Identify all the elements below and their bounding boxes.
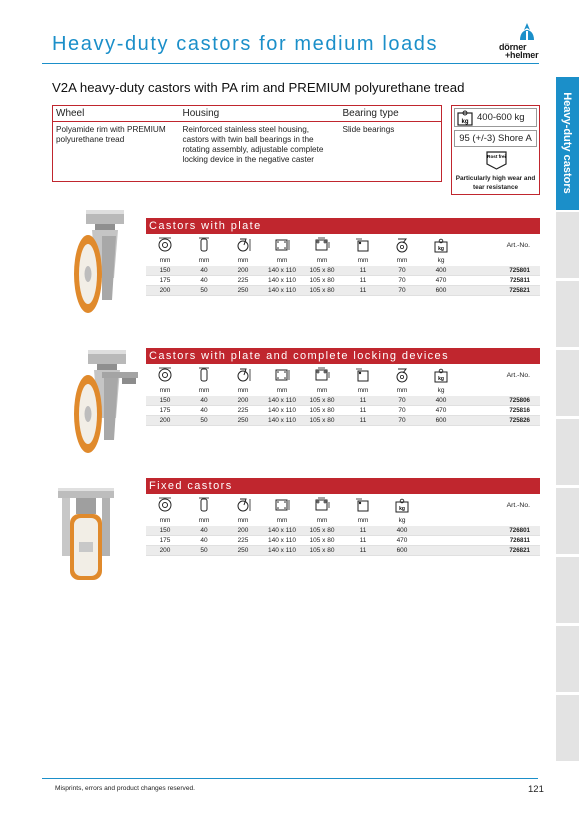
unit-label: mm	[357, 387, 369, 394]
unit-label: mm	[276, 257, 288, 264]
load-capacity-icon	[433, 367, 449, 388]
overall-height-icon	[235, 497, 251, 518]
load-capacity-icon	[433, 237, 449, 258]
unit-label: mm	[396, 257, 408, 264]
shore-hardness-badge: 95 (+/-3) Shore A	[454, 130, 537, 147]
table-cell: 50	[200, 547, 208, 554]
table-cell: 225	[237, 407, 249, 414]
side-tab[interactable]	[556, 419, 579, 485]
plate-size-icon	[274, 367, 290, 388]
table-row	[146, 276, 540, 286]
overall-height-icon	[235, 237, 251, 258]
wheel-width-icon	[196, 237, 212, 258]
table-cell: 11	[359, 407, 367, 414]
spec-table	[52, 105, 442, 182]
hole-spacing-icon	[314, 497, 330, 518]
table-row	[146, 266, 540, 276]
section-castors-with-plate	[146, 218, 540, 296]
weight-icon	[457, 110, 473, 126]
table-cell: 40	[200, 537, 208, 544]
locking-castor-photo	[62, 348, 142, 456]
unit-label: mm	[237, 257, 249, 264]
page-number: 121	[528, 784, 544, 795]
hole-spacing-icon	[314, 237, 330, 258]
table-row	[146, 406, 540, 416]
footer-note: Misprints, errors and product changes reserved.	[55, 785, 195, 792]
unit-label: mm	[237, 387, 249, 394]
side-tab[interactable]	[556, 212, 579, 278]
table-cell: 70	[398, 267, 406, 274]
logo-text: dörner	[499, 42, 527, 52]
unit-label: mm	[316, 387, 328, 394]
table-cell: 140 x 110	[267, 277, 297, 284]
offset-icon	[394, 237, 410, 258]
side-tab-label: Heavy-duty castors	[561, 92, 573, 194]
table-cell: 175	[159, 407, 171, 414]
table-cell: 200	[237, 527, 249, 534]
wheel-diameter-icon	[157, 497, 173, 518]
table-cell: 70	[398, 407, 406, 414]
unit-label: mm	[357, 517, 369, 524]
side-tab[interactable]	[556, 488, 579, 554]
footer-rule	[42, 778, 538, 779]
table-cell: 400	[435, 397, 447, 404]
column-icons	[146, 364, 540, 386]
table-cell: 140 x 110	[267, 547, 297, 554]
table-row	[146, 396, 540, 406]
table-cell: 11	[359, 267, 367, 274]
bolt-hole-icon	[355, 367, 371, 388]
product-subtitle: V2A heavy-duty castors with PA rim and PREMIUM polyurethane tread	[52, 80, 465, 95]
table-cell: 400	[435, 267, 447, 274]
table-cell: 50	[200, 417, 208, 424]
table-cell: 11	[359, 397, 367, 404]
article-number: 726811	[509, 537, 530, 544]
table-cell: 250	[237, 287, 249, 294]
logo-text: +helmer	[505, 50, 539, 60]
spec-bearing: Slide bearings	[342, 125, 395, 134]
table-cell: 400	[396, 527, 408, 534]
table-cell: 150	[159, 527, 171, 534]
company-logo	[496, 22, 554, 60]
bolt-hole-icon	[355, 237, 371, 258]
article-number: 726801	[509, 527, 530, 534]
table-cell: 200	[159, 287, 171, 294]
side-tab[interactable]	[556, 626, 579, 692]
unit-label: mm	[316, 517, 328, 524]
table-cell: 105 x 80	[309, 267, 335, 274]
article-number: 726821	[509, 547, 530, 554]
table-cell: 70	[398, 277, 406, 284]
section-title: Fixed castors	[146, 478, 540, 494]
logo-mark-icon	[517, 22, 537, 42]
spec-header-wheel: Wheel	[53, 106, 180, 122]
side-tab[interactable]	[556, 695, 579, 761]
table-cell: 600	[396, 547, 408, 554]
table-cell: 11	[359, 287, 367, 294]
unit-label: mm	[276, 517, 288, 524]
table-cell: 105 x 80	[309, 277, 335, 284]
spec-housing: Reinforced stainless steel housing, castors with twin ball bearings in the rotating assembly, adjustable complete locking device in the negative caster	[182, 125, 324, 164]
units-row	[146, 256, 540, 266]
table-cell: 70	[398, 397, 406, 404]
article-number: 725821	[509, 287, 530, 294]
table-cell: 175	[159, 277, 171, 284]
table-cell: 40	[200, 527, 208, 534]
load-capacity-icon	[394, 497, 410, 518]
table-cell: 140 x 110	[267, 397, 297, 404]
bolt-hole-icon	[355, 497, 371, 518]
table-cell: 140 x 110	[267, 527, 297, 534]
column-icons	[146, 234, 540, 256]
table-cell: 140 x 110	[267, 267, 297, 274]
table-cell: 150	[159, 267, 171, 274]
table-cell: 200	[237, 397, 249, 404]
table-cell: 225	[237, 277, 249, 284]
unit-label: mm	[198, 387, 210, 394]
wheel-diameter-icon	[157, 237, 173, 258]
unit-label: mm	[357, 257, 369, 264]
table-cell: 105 x 80	[309, 407, 335, 414]
table-row	[146, 546, 540, 556]
table-cell: 150	[159, 397, 171, 404]
table-cell: 40	[200, 397, 208, 404]
overall-height-icon	[235, 367, 251, 388]
page-title: Heavy-duty castors for medium loads	[52, 33, 439, 55]
section-castors-locking	[146, 348, 540, 426]
art-no-header: Art.-No.	[506, 372, 530, 379]
table-cell: 470	[435, 277, 447, 284]
svg-text:kg: kg	[399, 506, 405, 512]
spec-header-bearing: Bearing type	[340, 106, 442, 122]
units-row	[146, 386, 540, 396]
unit-label: mm	[237, 517, 249, 524]
table-cell: 140 x 110	[267, 287, 297, 294]
art-no-header: Art.-No.	[506, 242, 530, 249]
unit-label: mm	[159, 517, 171, 524]
table-cell: 50	[200, 287, 208, 294]
unit-label: kg	[437, 387, 445, 394]
table-cell: 11	[359, 527, 367, 534]
table-cell: 600	[435, 287, 447, 294]
article-number: 725801	[509, 267, 530, 274]
section-fixed-castors	[146, 478, 540, 556]
unit-label: mm	[396, 387, 408, 394]
side-tab[interactable]	[556, 350, 579, 416]
wear-resistance-text: Particularly high wear and tear resistance	[455, 175, 536, 191]
table-cell: 40	[200, 277, 208, 284]
header-rule	[42, 63, 539, 64]
unit-label: mm	[198, 517, 210, 524]
offset-icon	[394, 367, 410, 388]
table-cell: 11	[359, 277, 367, 284]
table-cell: 225	[237, 537, 249, 544]
table-cell: 200	[237, 267, 249, 274]
table-cell: 105 x 80	[309, 527, 335, 534]
unit-label: kg	[437, 257, 445, 264]
stainless-icon-label: Rost frei	[487, 154, 506, 159]
spec-wheel: Polyamide rim with PREMIUM polyurethane tread	[56, 125, 166, 144]
stainless-icon	[485, 150, 508, 170]
units-row	[146, 516, 540, 526]
table-cell: 600	[435, 417, 447, 424]
plate-size-icon	[274, 237, 290, 258]
article-number: 725826	[509, 417, 530, 424]
unit-label: mm	[159, 387, 171, 394]
section-title: Castors with plate and complete locking devices	[146, 348, 540, 364]
table-cell: 140 x 110	[267, 537, 297, 544]
plate-size-icon	[274, 497, 290, 518]
table-cell: 70	[398, 287, 406, 294]
side-tab[interactable]	[556, 281, 579, 347]
table-cell: 470	[435, 407, 447, 414]
table-cell: 250	[237, 417, 249, 424]
article-number: 725806	[509, 397, 530, 404]
table-cell: 140 x 110	[267, 407, 297, 414]
feature-badges	[451, 105, 540, 195]
swivel-castor-photo	[62, 208, 136, 316]
table-cell: 105 x 80	[309, 397, 335, 404]
table-cell: 40	[200, 267, 208, 274]
table-row	[146, 286, 540, 296]
svg-text:kg: kg	[438, 376, 444, 382]
table-row	[146, 526, 540, 536]
table-cell: 250	[237, 547, 249, 554]
article-number: 725816	[509, 407, 530, 414]
unit-label: mm	[159, 257, 171, 264]
table-cell: 105 x 80	[309, 537, 335, 544]
unit-label: mm	[276, 387, 288, 394]
table-cell: 200	[159, 547, 171, 554]
table-cell: 200	[159, 417, 171, 424]
fixed-castor-photo	[48, 486, 124, 582]
table-cell: 105 x 80	[309, 417, 335, 424]
table-cell: 175	[159, 537, 171, 544]
side-tab[interactable]	[556, 557, 579, 623]
load-capacity-badge	[454, 108, 537, 127]
wheel-diameter-icon	[157, 367, 173, 388]
table-cell: 70	[398, 417, 406, 424]
unit-label: mm	[316, 257, 328, 264]
table-cell: 105 x 80	[309, 547, 335, 554]
article-number: 725811	[509, 277, 530, 284]
wheel-width-icon	[196, 497, 212, 518]
spec-header-housing: Housing	[180, 106, 340, 122]
svg-text:kg: kg	[438, 246, 444, 252]
table-cell: 470	[396, 537, 408, 544]
table-cell: 140 x 110	[267, 417, 297, 424]
table-row	[146, 536, 540, 546]
section-title: Castors with plate	[146, 218, 540, 234]
unit-label: kg	[398, 517, 406, 524]
table-cell: 11	[359, 417, 367, 424]
art-no-header: Art.-No.	[506, 502, 530, 509]
table-cell: 105 x 80	[309, 287, 335, 294]
unit-label: mm	[198, 257, 210, 264]
load-capacity-text: 400-600 kg	[477, 112, 525, 123]
table-cell: 11	[359, 537, 367, 544]
svg-text:kg: kg	[461, 119, 469, 125]
wheel-width-icon	[196, 367, 212, 388]
hole-spacing-icon	[314, 367, 330, 388]
table-row	[146, 416, 540, 426]
table-cell: 11	[359, 547, 367, 554]
table-cell: 40	[200, 407, 208, 414]
column-icons	[146, 494, 540, 516]
